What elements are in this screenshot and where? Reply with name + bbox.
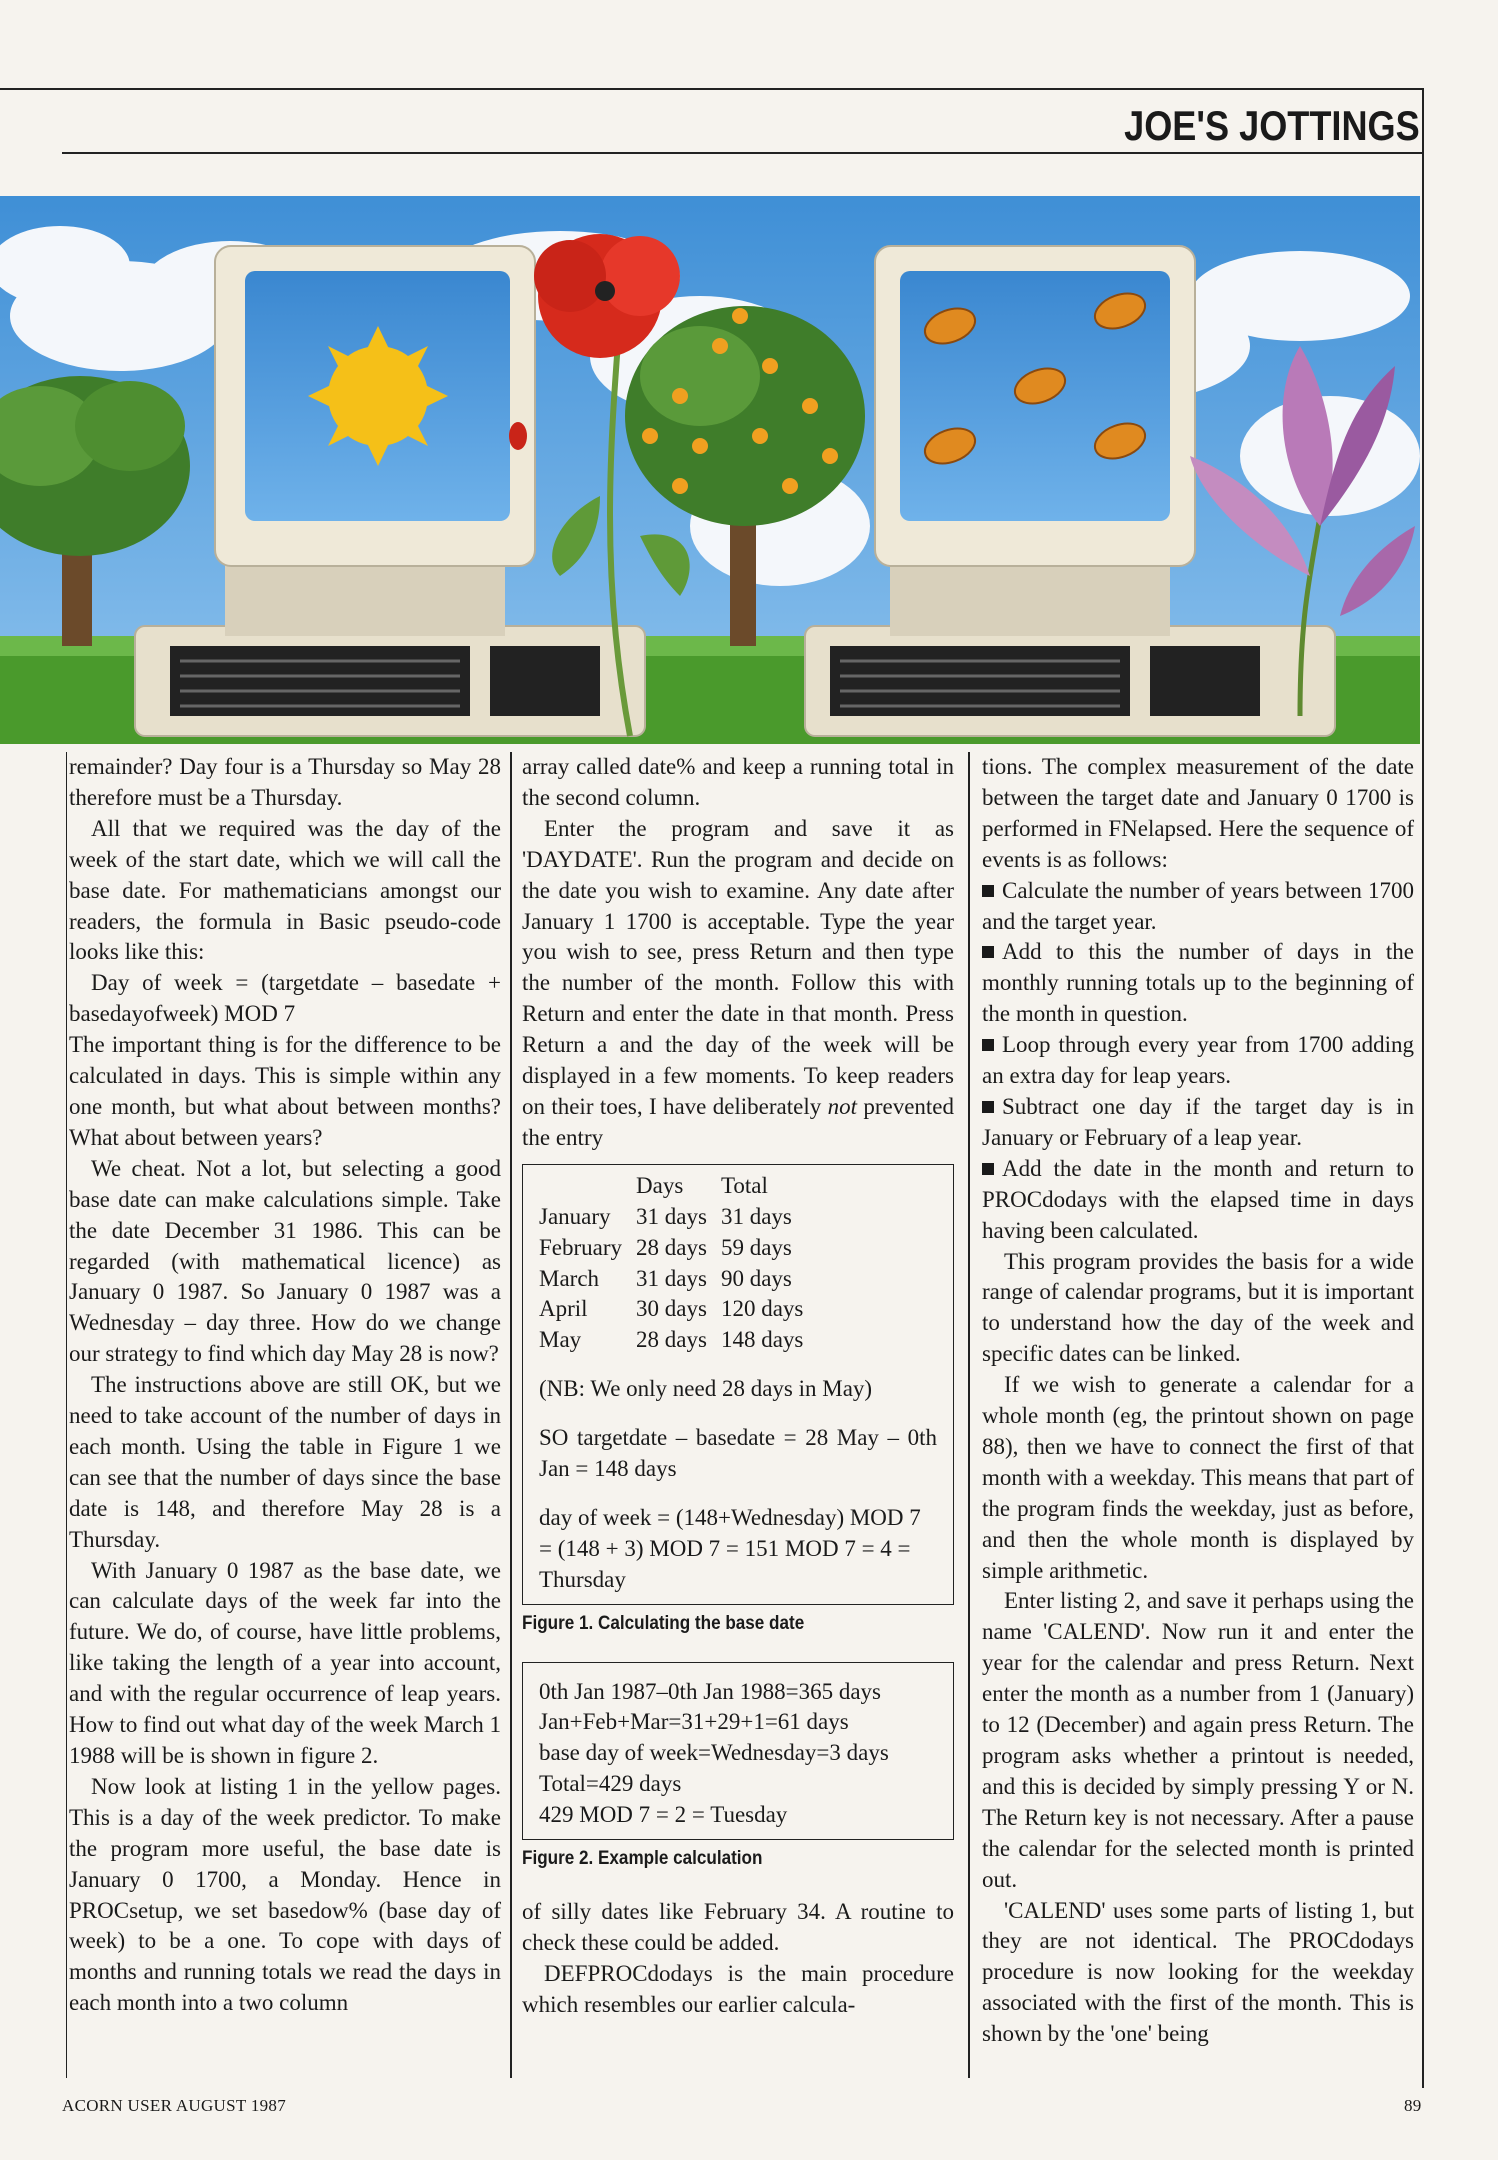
bullet-icon (982, 1039, 994, 1051)
figure-line: Total=429 days (539, 1771, 682, 1797)
figure-line: Jan+Feb+Mar=31+29+1=61 days (539, 1709, 849, 1735)
paragraph: remainder? Day four is a Thursday so May 28 therefore must be a Thursday. (69, 754, 501, 810)
table-cell: 148 days (720, 1327, 804, 1353)
header-underline (62, 152, 1422, 154)
table-header: Total (720, 1172, 768, 1198)
illustration (0, 196, 1420, 744)
table-cell: May (539, 1327, 582, 1353)
paragraph: With January 0 1987 as the base date, we can calculate days of the week far into the future. We do, of course, have little problems, like taking the length of a year into account, and with the regular occurrence of leap years. How to find out what day of the week March 1 1988 will be is shown in figure 2. (69, 1557, 501, 1768)
column-3 (982, 752, 1414, 2050)
figure-1 (522, 1164, 954, 1605)
paragraph: 'CALEND' uses some parts of listing 1, but they are not identical. The PROCdodays procedure is now looking for the weekday associated with the first of the month. This is shown by the 'one' being (982, 1897, 1414, 2047)
bullet-icon (982, 946, 994, 958)
paragraph: This program provides the basis for a wide range of calendar programs, but it is important to understand how the day of the week and specific dates can be linked. (982, 1248, 1414, 1367)
paragraph: We cheat. Not a lot, but selecting a good base date can make calculations simple. Take the date December 31 1986. This can be regarded (with mathematical licence) as January 0 1987. So January 0 1987 was a Wednesday – day three. How do we change our strategy to find which day May 28 is now? (69, 1155, 501, 1367)
paragraph: Now look at listing 1 in the yellow pages. This is a day of the week predictor. To make the program more useful, the base date is January 0 1700, a Monday. Hence in PROCsetup, we set basedow% (base day of week) to be a one. To cope with days of months and running totals we read the days in each month into a two column (69, 1773, 501, 2016)
table-row (539, 1325, 817, 1356)
figure-line: 429 MOD 7 = 2 = Tuesday (539, 1802, 788, 1828)
figure-line: 0th Jan 1987–0th Jan 1988=365 days (539, 1678, 881, 1704)
table-row (539, 1202, 817, 1233)
formula: Day of week = (targetdate – basedate + basedayofweek) MOD 7 (69, 970, 501, 1027)
section-header: JOE'S JOTTINGS (1124, 102, 1420, 149)
days-table (539, 1171, 817, 1356)
table-row (539, 1264, 817, 1295)
paragraph: array called date% and keep a running total in the second column. (522, 754, 954, 810)
table-cell: 31 days (720, 1203, 792, 1229)
column-separator (510, 752, 512, 2078)
table-header: Days (636, 1172, 684, 1198)
bullet-item (982, 937, 1414, 1030)
bullet-text: Add to this the number of days in the monthly running totals up to the beginning of the month in question. (982, 939, 1414, 1027)
bullet-text: Add the date in the month and return to PROCdodays with the elapsed time in days having been calculated. (982, 1155, 1414, 1243)
paragraph-text: Enter the program and save it as 'DAYDATE'. Run the program and decide on the date you wish to examine. Any date after January 1 1700 is acceptable. Type the year you wish to see, press Return and then type the number of the month. Follow this with Return and enter the date in that month. Press Return a and the day of the week will be displayed in a few moments. To keep readers on their toes, I have deliberately (522, 815, 954, 1119)
figure-calc: SO targetdate – basedate = 28 May – 0th Jan = 148 days (539, 1425, 937, 1482)
paragraph: tions. The complex measurement of the date between the target date and January 0 1700 is performed in FNelapsed. Here the sequence of events is as follows: (982, 754, 1414, 872)
table-row (539, 1233, 817, 1264)
paragraph-text: prevented the entry (522, 1093, 955, 1150)
figure-line: base day of week=Wednesday=3 days (539, 1740, 889, 1766)
illustration-svg (0, 196, 1420, 744)
bullet-item (982, 1092, 1414, 1154)
column-2 (522, 752, 954, 2021)
table-cell: 59 days (720, 1234, 792, 1260)
paragraph: The important thing is for the difference to be calculated in days. This is simple within any one month, but what about between months? What about between years? (69, 1032, 501, 1150)
table-cell: March (539, 1265, 600, 1291)
bullet-icon (982, 885, 994, 897)
table-cell: February (539, 1234, 623, 1260)
paragraph: of silly dates like February 34. A routine to check these could be added. (522, 1899, 954, 1955)
bullet-icon (982, 1163, 994, 1175)
bullet-text: Subtract one day if the target day is in January or February of a leap year. (982, 1093, 1414, 1150)
table-header-row (539, 1171, 817, 1202)
sun-icon (308, 326, 448, 466)
paragraph (522, 814, 954, 1154)
bullet-item (982, 876, 1414, 938)
table-cell: 120 days (720, 1296, 804, 1322)
figure-2 (522, 1662, 954, 1841)
table-cell: April (539, 1296, 588, 1322)
figure-caption: Figure 2. Example calculation (522, 1848, 763, 1870)
table-header (539, 1171, 636, 1202)
table-cell: 31 days (636, 1203, 707, 1229)
figure-note: (NB: We only need 28 days in May) (539, 1376, 873, 1402)
bullet-text: Calculate the number of years between 1700 and the target year. (982, 877, 1414, 934)
paragraph: If we wish to generate a calendar for a whole month (eg, the printout shown on page 88), then we have to connect the first of that month with a weekday. This means that part of the program finds the weekday, just as before, and then the whole month is displayed by simple arithmetic. (982, 1372, 1414, 1583)
bullet-text: Loop through every year from 1700 adding an extra day for leap years. (982, 1032, 1414, 1089)
paragraph: DEFPROCdodays is the main procedure which resembles our earlier calcula- (522, 1960, 954, 2017)
bullet-icon (982, 1101, 994, 1113)
emphasis: not (827, 1093, 857, 1119)
bullet-item (982, 1154, 1414, 1247)
paragraph: Enter listing 2, and save it perhaps using the name 'CALEND'. Now run it and enter the year for the calendar and press Return. Next enter the month as a number from 1 (January) to 12 (December) and again press Return. The program asks whether a printout is needed, and this is decided by simply pressing Y or N. The Return key is not necessary. After a pause the calendar for the selected month is printed out. (982, 1588, 1414, 1892)
table-cell: 90 days (720, 1265, 792, 1291)
bullet-item (982, 1030, 1414, 1092)
column-1 (66, 752, 501, 2078)
figure-calc: day of week = (148+Wednesday) MOD 7 = (148 + 3) MOD 7 = 151 MOD 7 = 4 = Thursday (539, 1504, 921, 1592)
page-number: 89 (1404, 2096, 1422, 2115)
table-cell: 31 days (636, 1265, 707, 1291)
table-row (539, 1294, 817, 1325)
table-cell: January (539, 1203, 611, 1229)
column-separator (968, 752, 970, 2078)
paragraph: The instructions above are still OK, but we need to take account of the number of days in each month. Using the table in Figure 1 we can see that the number of days since the base date is 148, and therefore May 28 is a Thursday. (69, 1372, 501, 1552)
top-rule (0, 88, 1422, 90)
table-cell: 30 days (636, 1296, 707, 1322)
table-cell: 28 days (636, 1327, 707, 1353)
figure-caption: Figure 1. Calculating the base date (522, 1612, 805, 1634)
paragraph: All that we required was the day of the week of the start date, which we will call the base date. For mathematicians amongst our readers, the formula in Basic pseudo-code looks like this: (69, 815, 501, 965)
right-rule (1422, 88, 1424, 2088)
table-cell: 28 days (636, 1234, 707, 1260)
footer-publication: ACORN USER AUGUST 1987 (62, 2096, 287, 2115)
